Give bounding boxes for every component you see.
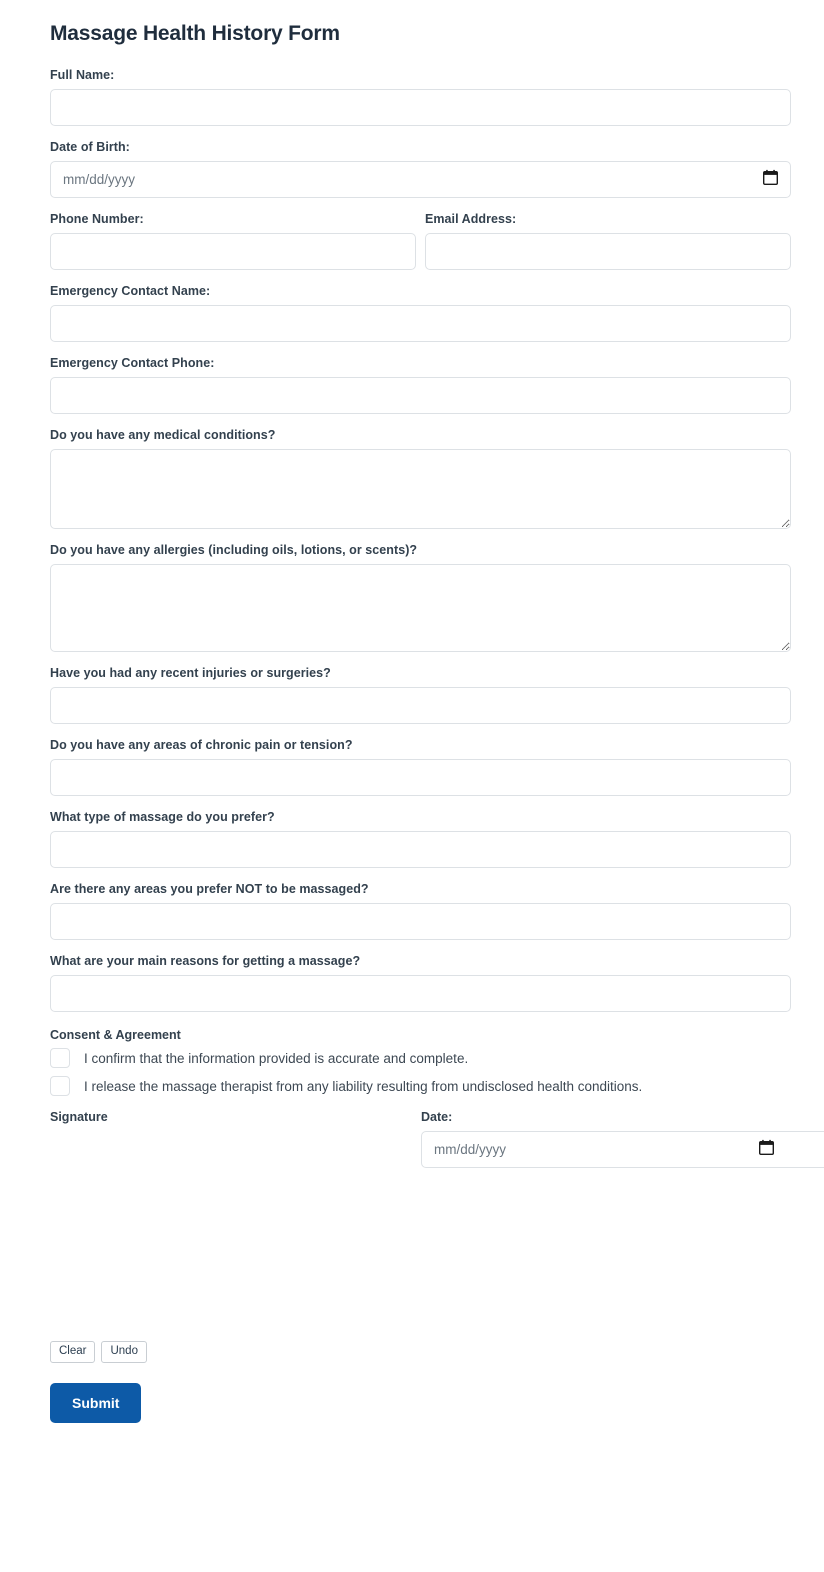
field-medical-conditions [50, 428, 792, 529]
avoid-areas-input[interactable] [50, 903, 791, 940]
consent-heading: Consent & Agreement [50, 1028, 181, 1042]
field-avoid-areas [50, 882, 792, 940]
signature-undo-button[interactable]: Undo [101, 1341, 147, 1363]
label-reasons: What are your main reasons for getting a massage? [50, 954, 361, 968]
signature-canvas[interactable] [50, 1131, 416, 1281]
submit-button[interactable]: Submit [50, 1383, 141, 1423]
field-full-name [50, 68, 792, 126]
consent-accuracy-label: I confirm that the information provided is accurate and complete. [84, 1050, 469, 1066]
consent-liability-checkbox[interactable] [50, 1076, 70, 1096]
date-of-birth-wrapper [50, 161, 791, 198]
date-of-birth-input[interactable] [50, 161, 791, 198]
signature-date-input[interactable] [421, 1131, 824, 1168]
field-emergency-contact-phone [50, 356, 792, 414]
field-emergency-contact-name [50, 284, 792, 342]
field-date-of-birth [50, 140, 792, 198]
label-medical-conditions: Do you have any medical conditions? [50, 428, 276, 442]
field-phone-number [50, 212, 417, 270]
label-recent-injuries: Have you had any recent injuries or surgeries? [50, 666, 331, 680]
signature-date-wrapper [421, 1131, 787, 1168]
label-emergency-contact-phone: Emergency Contact Phone: [50, 356, 215, 370]
signature-tools [50, 1341, 421, 1363]
field-recent-injuries [50, 666, 792, 724]
signature-clear-button[interactable]: Clear [50, 1341, 95, 1363]
emergency-contact-name-input[interactable] [50, 305, 791, 342]
label-signature: Signature [50, 1110, 108, 1124]
massage-type-input[interactable] [50, 831, 791, 868]
consent-item-accuracy[interactable] [50, 1048, 792, 1068]
email-address-input[interactable] [425, 233, 791, 270]
label-email-address: Email Address: [425, 212, 517, 226]
full-name-input[interactable] [50, 89, 791, 126]
reasons-input[interactable] [50, 975, 791, 1012]
label-signature-date: Date: [421, 1110, 453, 1124]
medical-conditions-textarea[interactable] [50, 449, 791, 529]
label-chronic-pain: Do you have any areas of chronic pain or tension? [50, 738, 353, 752]
signature-date-block [421, 1110, 792, 1363]
consent-liability-label: I release the massage therapist from any liability resulting from undisclosed health conditions. [84, 1078, 643, 1094]
chronic-pain-input[interactable] [50, 759, 791, 796]
consent-accuracy-checkbox[interactable] [50, 1048, 70, 1068]
consent-item-liability[interactable] [50, 1076, 792, 1096]
phone-number-input[interactable] [50, 233, 416, 270]
label-full-name: Full Name: [50, 68, 115, 82]
label-allergies: Do you have any allergies (including oils, lotions, or scents)? [50, 543, 418, 557]
recent-injuries-input[interactable] [50, 687, 791, 724]
field-row-phone-email [50, 212, 792, 270]
field-massage-type [50, 810, 792, 868]
field-allergies [50, 543, 792, 652]
field-reasons [50, 954, 792, 1012]
signature-block [50, 1110, 421, 1363]
field-email-address [425, 212, 792, 270]
field-chronic-pain [50, 738, 792, 796]
label-phone-number: Phone Number: [50, 212, 144, 226]
emergency-contact-phone-input[interactable] [50, 377, 791, 414]
label-massage-type: What type of massage do you prefer? [50, 810, 275, 824]
allergies-textarea[interactable] [50, 564, 791, 652]
label-date-of-birth: Date of Birth: [50, 140, 130, 154]
label-emergency-contact-name: Emergency Contact Name: [50, 284, 211, 298]
page-title: Massage Health History Form [50, 22, 340, 45]
signature-row [50, 1110, 792, 1363]
label-avoid-areas: Are there any areas you prefer NOT to be massaged? [50, 882, 369, 896]
